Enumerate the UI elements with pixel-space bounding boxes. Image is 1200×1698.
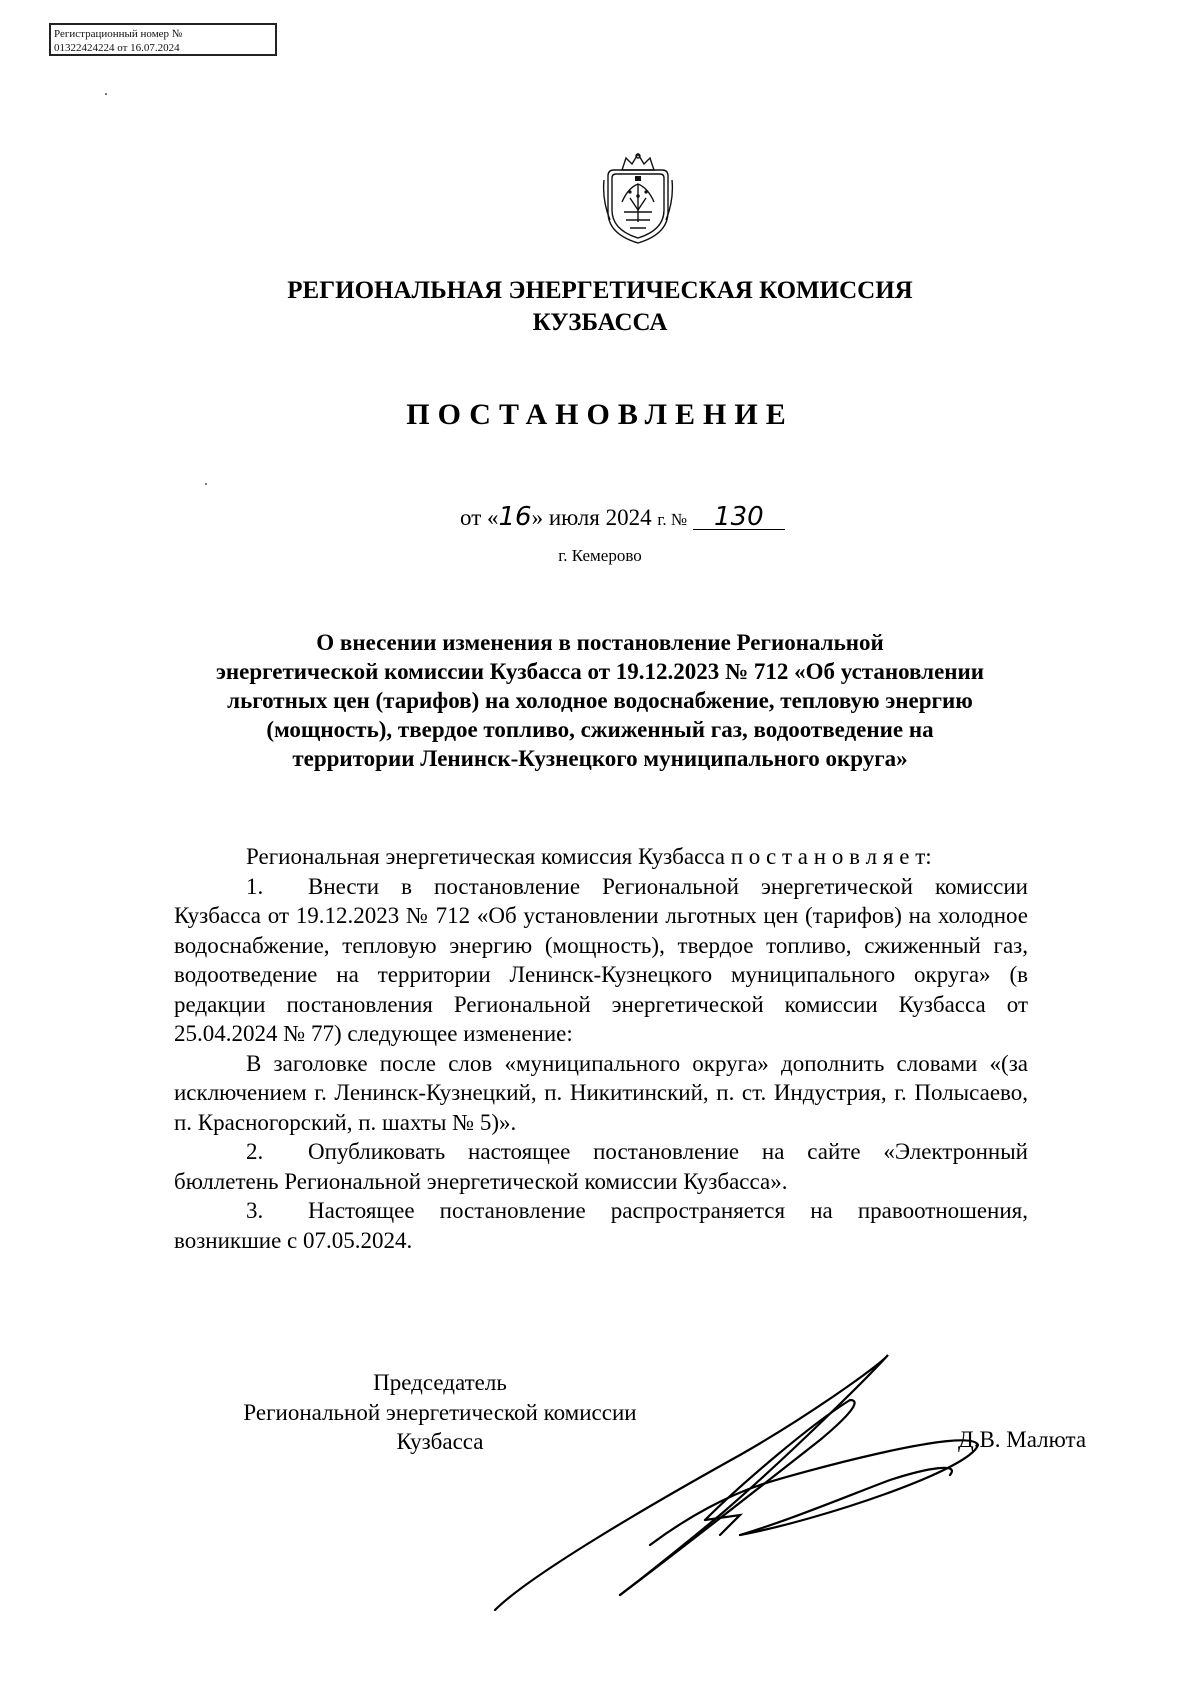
subject-line: (мощность), твердое топливо, сжиженный газ, водоотведение на [266, 717, 934, 742]
item-3 [174, 1196, 1028, 1255]
organization-title-line2: КУЗБАССА [532, 309, 668, 336]
kuzbass-coat-of-arms-icon [600, 150, 676, 246]
signatory-position-line2: Региональной энергетической комиссии [243, 1399, 637, 1425]
item-3-number: 3. [246, 1198, 264, 1223]
intro-resolves: п о с т а н о в л я е т: [730, 844, 932, 869]
subject-line: льготных цен (тарифов) на холодное водоснабжение, тепловую энергию [227, 688, 973, 713]
subject-line: энергетической комиссии Кузбасса от 19.12.2023 № 712 «Об установлении [215, 659, 985, 684]
registration-stamp [49, 23, 277, 56]
date-prefix: от « [460, 505, 499, 530]
registration-stamp-line2: 01322424224 от 16.07.2024 [54, 42, 180, 54]
organization-title-line1: РЕГИОНАЛЬНАЯ ЭНЕРГЕТИЧЕСКАЯ КОМИССИЯ [287, 277, 913, 304]
number-label: г. № [657, 510, 688, 529]
city: г. Кемерово [558, 546, 642, 565]
signatory-position-line1: Председатель [373, 1370, 507, 1395]
subject-line: О внесении изменения в постановление Региональной [316, 630, 884, 655]
item-2 [174, 1137, 1028, 1196]
handwritten-number: 130 [693, 505, 785, 530]
intro-text: Региональная энергетическая комиссия Кузбасса [246, 844, 725, 869]
intro-paragraph [174, 842, 1028, 872]
resolution-body [174, 842, 1028, 1255]
item-1 [174, 872, 1028, 1049]
item-3-text: Настоящее постановление распространяется на правоотношения, возникшие с 07.05.2024. [174, 1198, 1028, 1253]
signatory-name: Д.В. Малюта [958, 1427, 1087, 1452]
date-number-line [460, 502, 785, 532]
registration-stamp-line1: Регистрационный номер № [54, 28, 183, 40]
scan-speck [105, 93, 107, 95]
item-1-text: Внести в постановление Региональной энергетической комиссии Кузбасса от 19.12.2023 № 712 «Об установлении льготных цен (тарифов) на холодное водоснабжение, тепловую энергию (мощность), твердое топливо, сжиженный газ, водоотведение на территории Ленинск-Кузнецкого муниципального округа» (в редакции постановления Региональной энергетической комиссии Кузбасса от 25.04.2024 № 77) следующее изменение: [174, 873, 1028, 1046]
scan-speck [205, 483, 207, 485]
document-type: ПОСТАНОВЛЕНИЕ [406, 398, 794, 431]
organization-title [200, 275, 1000, 339]
item-1-number: 1. [246, 873, 264, 899]
signatory-position-line3: Кузбасса [396, 1429, 484, 1454]
handwritten-signature-icon [490, 1345, 990, 1625]
document-subject [170, 628, 1030, 773]
date-month-year: » июля 2024 [531, 505, 652, 530]
subject-line: территории Ленинск-Кузнецкого муниципального округа» [292, 746, 908, 771]
item-1-subparagraph: В заголовке после слов «муниципального округа» дополнить словами «(за исключением г. Ленинск-Кузнецкий, п. Никитинский, п. ст. Индустрия, г. Полысаево, п. Красногорский, п. шахты № 5)». [174, 1050, 1028, 1135]
item-2-text: Опубликовать настоящее постановление на сайте «Электронный бюллетень Региональной энергетической комиссии Кузбасса». [174, 1139, 1028, 1194]
item-2-number: 2. [246, 1139, 264, 1164]
handwritten-day: 16 [498, 502, 532, 532]
